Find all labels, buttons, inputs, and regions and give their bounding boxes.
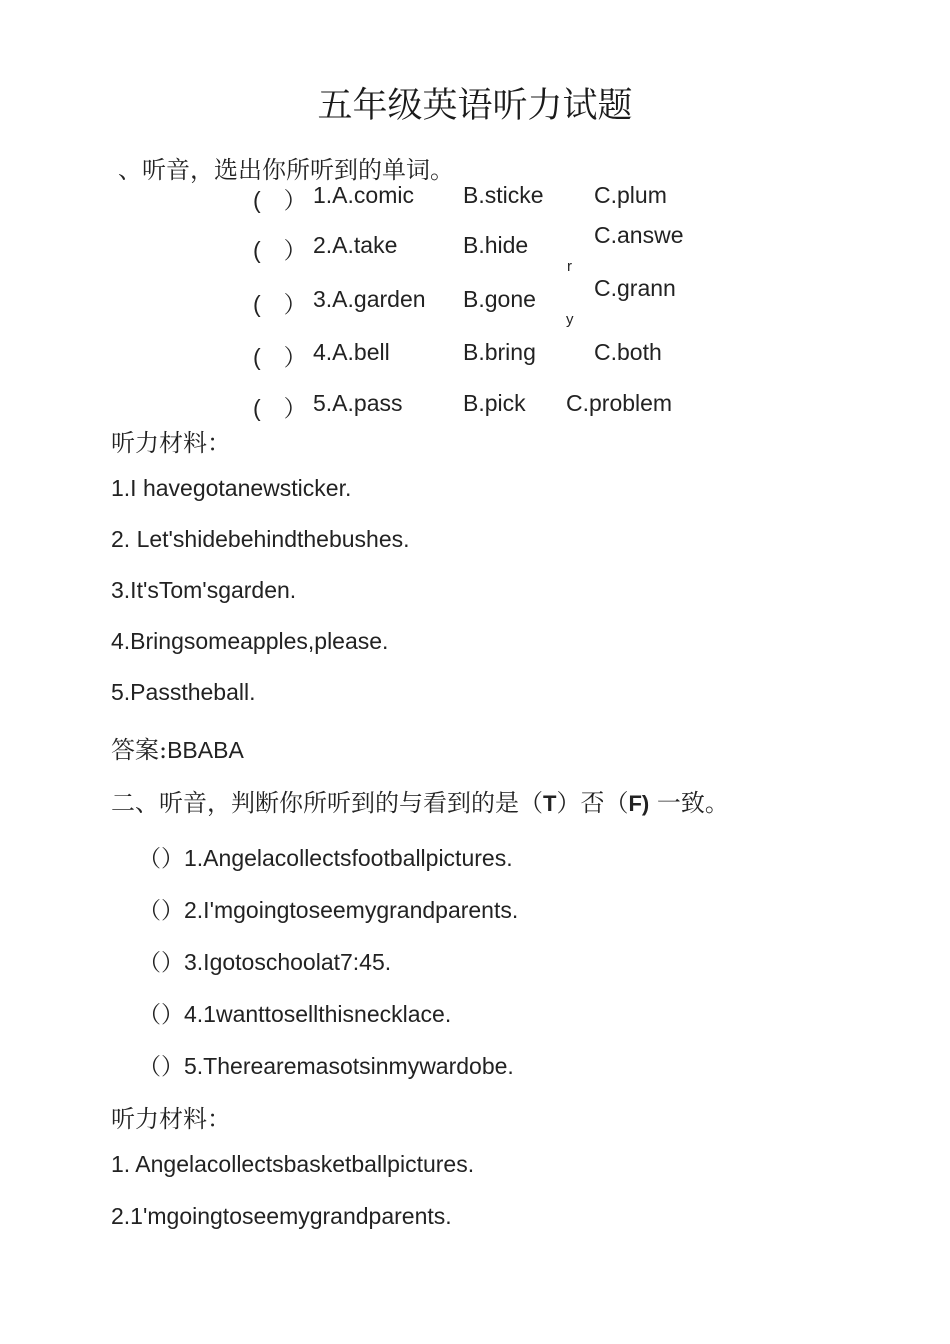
section1-heading: 、听音，选出你所听到的单词。 bbox=[118, 156, 454, 184]
page-title: 五年级英语听力试题 bbox=[317, 86, 633, 126]
false-marker: F) bbox=[628, 791, 650, 816]
material-line: 5.Passtheball. bbox=[111, 679, 256, 705]
option-b: B.pick bbox=[463, 390, 526, 416]
question-paren: ( ） bbox=[253, 395, 307, 421]
answer-value: BBABA bbox=[167, 737, 244, 763]
judge-item: （）3.Igotoschoolat7:45. bbox=[138, 949, 392, 975]
option-a: 5.A.pass bbox=[313, 390, 403, 416]
option-c: C.problem bbox=[566, 390, 673, 416]
material-label: 听力材料： bbox=[111, 1105, 231, 1133]
judge-item: （）1.Angelacollectsfootballpictures. bbox=[138, 845, 513, 871]
true-marker: T bbox=[543, 791, 557, 816]
option-a: 1.A.comic bbox=[313, 182, 414, 208]
option-c: C.both bbox=[594, 339, 662, 365]
question-paren: ( ） bbox=[253, 344, 307, 370]
option-c: C.plum bbox=[594, 182, 667, 208]
option-b: B.sticke bbox=[463, 182, 544, 208]
option-c: C.grann bbox=[594, 275, 676, 301]
material-line: 1.I havegotanewsticker. bbox=[111, 475, 352, 501]
judge-item: （）4.1wanttosellthisnecklace. bbox=[138, 1001, 452, 1027]
question-paren: ( ） bbox=[253, 291, 307, 317]
wrapped-letter: y bbox=[566, 311, 574, 328]
question-paren: ( ） bbox=[253, 237, 307, 263]
judge-item: （）5.Therearemasotsinmywardobe. bbox=[138, 1053, 514, 1079]
option-a: 3.A.garden bbox=[313, 286, 426, 312]
material-line: 1. Angelacollectsbasketballpictures. bbox=[111, 1151, 475, 1177]
section2-heading bbox=[111, 783, 729, 818]
answer-label: 答案: bbox=[111, 736, 168, 764]
option-b: B.bring bbox=[463, 339, 536, 365]
option-b: B.hide bbox=[463, 232, 529, 258]
wrapped-letter: r bbox=[567, 258, 572, 275]
material-label: 听力材料： bbox=[111, 429, 231, 457]
material-line: 2. Let'shidebehindthebushes. bbox=[111, 526, 410, 552]
question-paren: ( ） bbox=[253, 187, 307, 213]
material-line: 2.1'mgoingtoseemygrandparents. bbox=[111, 1203, 452, 1229]
option-b: B.gone bbox=[463, 286, 536, 312]
heading-part: ）否（ bbox=[556, 789, 629, 817]
option-a: 2.A.take bbox=[313, 232, 398, 258]
option-c: C.answe bbox=[594, 222, 684, 248]
option-a: 4.A.bell bbox=[313, 339, 390, 365]
judge-item: （）2.I'mgoingtoseemygrandparents. bbox=[138, 897, 519, 923]
heading-part: 一致。 bbox=[649, 789, 729, 817]
answer-line bbox=[111, 730, 244, 765]
material-line: 4.Bringsomeapples,please. bbox=[111, 628, 389, 654]
material-line: 3.It'sTom'sgarden. bbox=[111, 577, 297, 603]
heading-part: 二、听音，判断你所听到的与看到的是（ bbox=[111, 789, 543, 817]
